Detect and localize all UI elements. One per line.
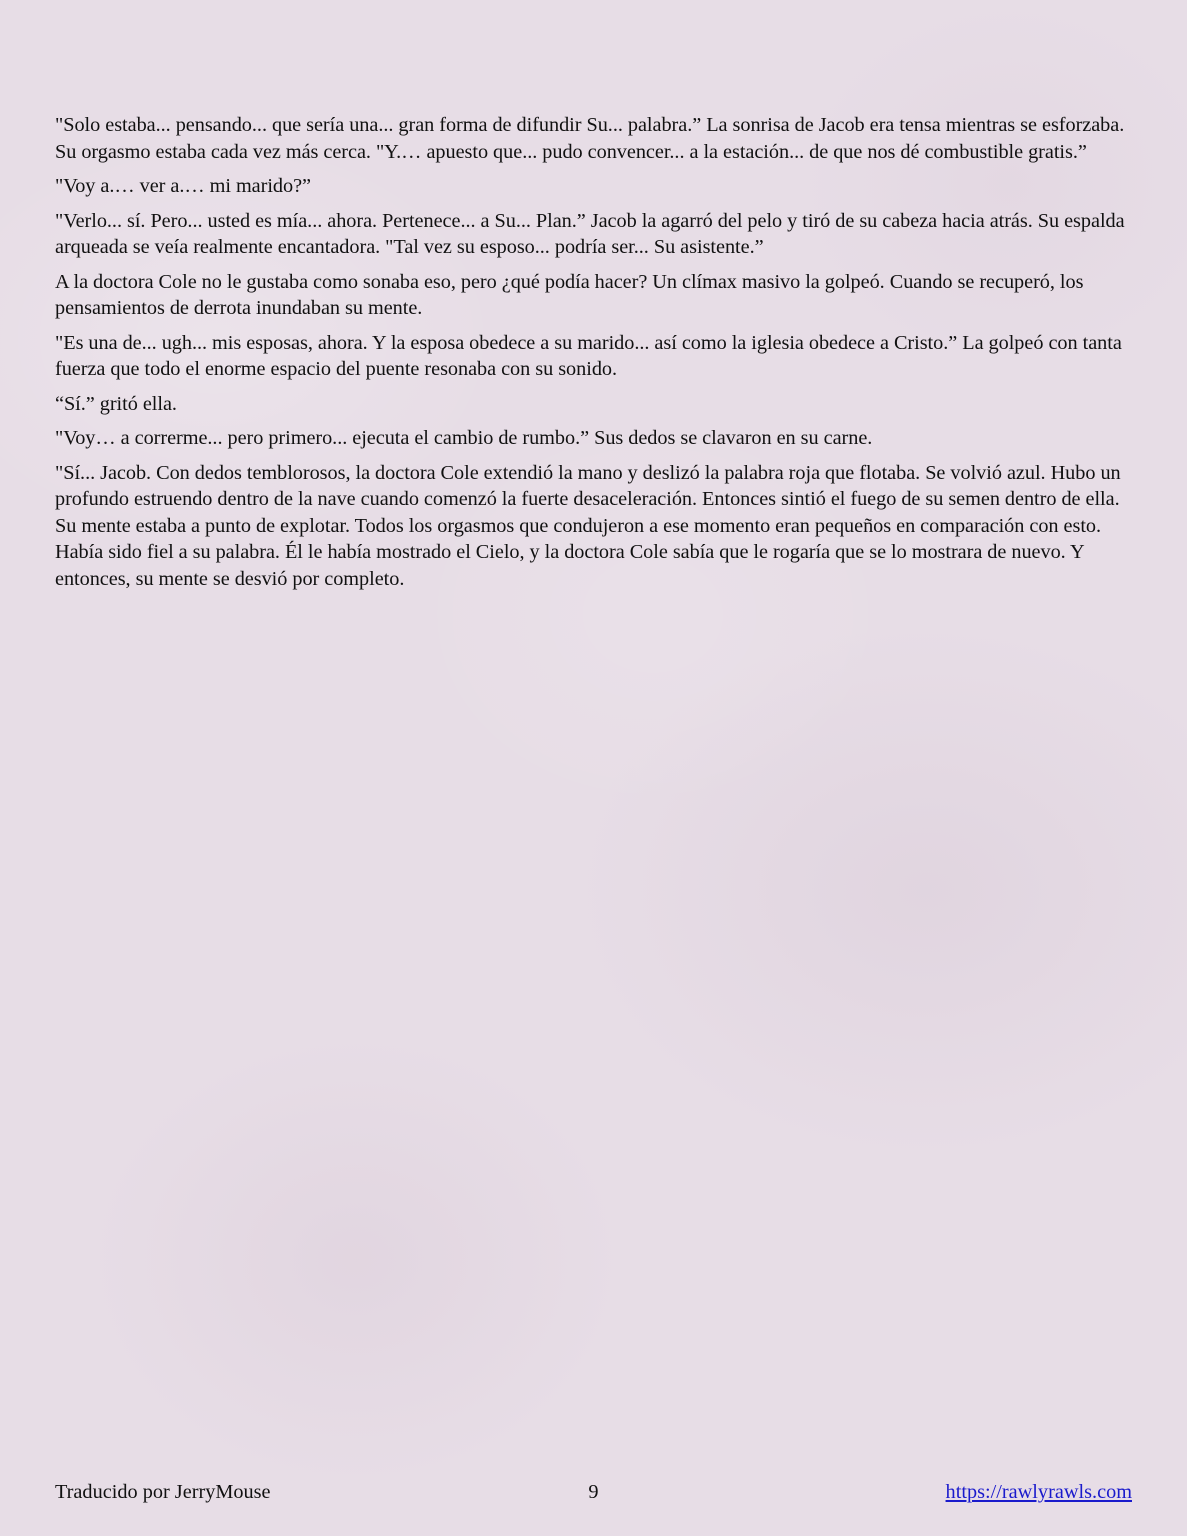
paragraph: "Verlo... sí. Pero... usted es mía... ahora. Pertenece... a Su... Plan.” Jacob la agarró del pelo y tiró de su cabeza hacia atrás. Su espalda arqueada se veía realmente encantadora. "Tal vez su esposo... podría ser... Su asistente.” bbox=[55, 209, 1125, 258]
page-footer bbox=[55, 1479, 1132, 1509]
paragraph: A la doctora Cole no le gustaba como sonaba eso, pero ¿qué podía hacer? Un clímax masivo la golpeó. Cuando se recuperó, los pensamientos de derrota inundaban su mente. bbox=[55, 270, 1084, 319]
paragraph: "Solo estaba... pensando... que sería una... gran forma de difundir Su... palabra.” La sonrisa de Jacob era tensa mientras se esforzaba. Su orgasmo estaba cada vez más cerca. "Y.… apuesto que... pudo convencer... a la estación... de que nos dé combustible gratis.” bbox=[55, 114, 1125, 163]
paragraph: "Es una de... ugh... mis esposas, ahora. Y la esposa obedece a su marido... así como la iglesia obedece a Cristo.” La golpeó con tanta fuerza que todo el enorme espacio del puente resonaba con su sonido. bbox=[55, 331, 1122, 380]
page-body bbox=[55, 112, 1135, 600]
page-number: 9 bbox=[588, 1481, 599, 1503]
paragraph: "Sí... Jacob. Con dedos temblorosos, la doctora Cole extendió la mano y deslizó la palabra roja que flotaba. Se volvió azul. Hubo un profundo estruendo dentro de la nave cuando comenzó la fuerte desaceleración. Entonces sintió el fuego de su semen dentro de ella. Su mente estaba a punto de explotar. Todos los orgasmos que condujeron a ese momento eran pequeños en comparación con esto. Había sido fiel a su palabra. Él le había mostrado el Cielo, y la doctora Cole sabía que le rogaría que se lo mostrara de nuevo. Y entonces, su mente se desvió por completo. bbox=[55, 461, 1121, 590]
paragraph: "Voy a.… ver a.… mi marido?” bbox=[55, 175, 312, 197]
website-link[interactable]: https://rawlyrawls.com bbox=[945, 1481, 1132, 1503]
paragraph: "Voy… a correrme... pero primero... ejecuta el cambio de rumbo.” Sus dedos se clavaron en su carne. bbox=[55, 427, 873, 449]
paragraph: “Sí.” gritó ella. bbox=[55, 392, 177, 415]
translator-credit: Traducido por JerryMouse bbox=[55, 1481, 271, 1503]
